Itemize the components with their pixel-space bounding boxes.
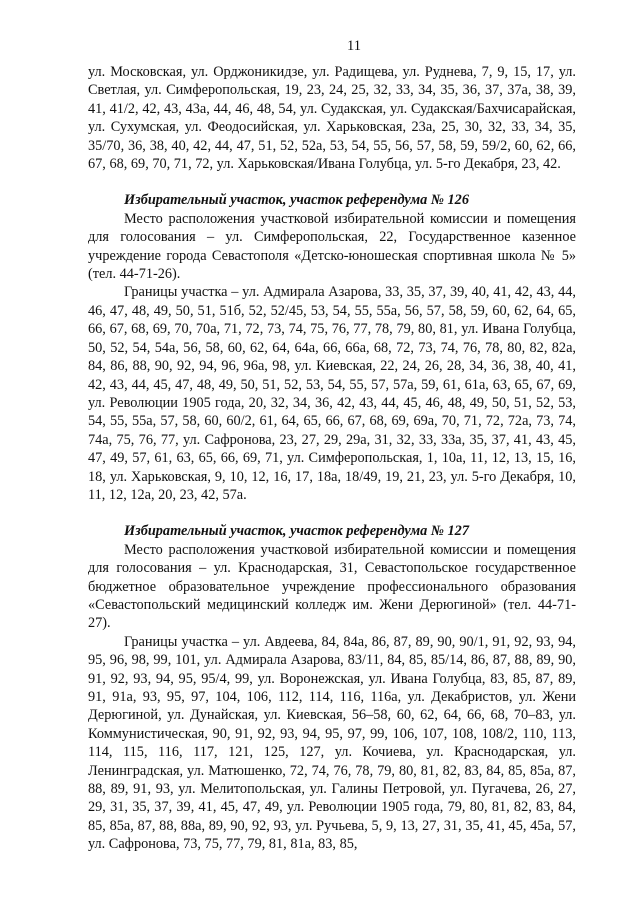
location-paragraph: Место расположения участковой избирательной комиссии и помещения для голосования – ул. Симферопольская, 22, Государственное казенное учреждение города Севастополя «Детско-юношеская спортивная школа № 5» (тел. 44-71-26). [88,210,576,283]
location-paragraph: Место расположения участковой избирательной комиссии и помещения для голосования – ул. Краснодарская, 31, Севастопольское государственное бюджетное образовательное учреждение профессионального образования «Севастопольский медицинский колледж им. Жени Дерюгиной» (тел. 44-71-27). [88,541,576,632]
polling-station-126 [88,191,576,504]
polling-station-127 [88,522,576,853]
section-gap [88,504,576,522]
intro-paragraph: ул. Московская, ул. Орджоникидзе, ул. Радищева, ул. Руднева, 7, 9, 15, 17, ул. Светлая, ул. Симферопольская, 19, 23, 24, 25, 32, 33, 34, 35, 36, 37, 37а, 38, 39, 41, 41/2, 42, 43, 43а, 44, 46, 48, 54, ул. Судакская, ул. Судакская/Бахчисарайская, ул. Сухумская, ул. Феодосийская, ул. Харьковская, 23а, 25, 30, 32, 33, 34, 35, 35/70, 36, 38, 40, 42, 44, 47, 51, 52, 52а, 53, 54, 55, 56, 57, 58, 59, 59/2, 60, 62, 66, 67, 68, 69, 70, 71, 72, ул. Харьковская/Ивана Голубца, ул. 5-го Декабря, 23, 42. [88,64,576,173]
section-heading: Избирательный участок, участок референдума № 127 [124,523,469,540]
page-number: 11 [347,38,361,54]
boundaries-paragraph: Границы участка – ул. Адмирала Азарова, 33, 35, 37, 39, 40, 41, 42, 43, 44, 46, 47, 48, 49, 50, 51, 51б, 52, 52/45, 53, 54, 55, 55а, 56, 57, 58, 59, 60, 62, 64, 65, 66, 67, 68, 69, 70, 70а, 71, 72, 73, 74, 75, 76, 77, 78, 79, 80, 81, ул. Ивана Голубца, 50, 52, 54, 54а, 56, 58, 60, 62, 64, 64а, 66, 66а, 68, 72, 73, 74, 76, 78, 80, 82, 82а, 84, 86, 88, 90, 92, 94, 96, 96а, 98, ул. Киевская, 22, 24, 26, 28, 34, 36, 38, 40, 41, 42, 43, 44, 45, 47, 48, 49, 50, 51, 52, 53, 54, 55, 57, 57а, 59, 61, 61а, 63, 65, 67, 69, ул. Революции 1905 года, 20, 32, 34, 36, 42, 43, 44, 45, 46, 48, 49, 50, 51, 52, 53, 54, 55, 55а, 57, 58, 60, 60/2, 61, 64, 65, 66, 67, 68, 69, 69а, 70, 71, 72, 72а, 73, 74, 74а, 75, 76, 77, ул. Сафронова, 23, 27, 29, 29а, 31, 32, 33, 33а, 35, 37, 41, 43, 45, 47, 49, 57, 61, 63, 65, 66, 69, 71, ул. Симферопольская, 1, 10а, 11, 12, 13, 15, 16, 18, ул. Харьковская, 9, 10, 12, 16, 17, 18а, 18/49, 19, 21, 23, ул. 5-го Декабря, 10, 11, 12, 12а, 20, 23, 42, 57а. [88,284,576,503]
section-gap [88,173,576,191]
section-heading: Избирательный участок, участок референдума № 126 [124,192,469,209]
document-body [88,63,576,854]
boundaries-paragraph: Границы участка – ул. Авдеева, 84, 84а, 86, 87, 89, 90, 90/1, 91, 92, 93, 94, 95, 96, 98, 99, 101, ул. Адмирала Азарова, 83/11, 84, 85, 85/14, 86, 87, 88, 89, 90, 91, 92, 93, 94, 95, 95/4, 99, ул. Воронежская, ул. Ивана Голубца, 83, 85, 87, 89, 91, 91а, 93, 95, 97, 104, 106, 112, 114, 116, 116а, ул. Декабристов, ул. Жени Дерюгиной, ул. Дунайская, ул. Киевская, 56–58, 60, 62, 64, 66, 68, 70–83, ул. Коммунистическая, 90, 91, 92, 93, 94, 95, 97, 99, 106, 107, 108, 108/2, 110, 113, 114, 115, 116, 117, 121, 125, 127, ул. Кочиева, ул. Краснодарская, ул. Ленинградская, ул. Матюшенко, 72, 74, 76, 78, 79, 80, 81, 82, 83, 84, 85, 85а, 87, 88, 89, 91, 93, ул. Мелитопольская, ул. Галины Петровой, ул. Пугачева, 26, 27, 29, 31, 35, 37, 39, 41, 45, 47, 49, ул. Революции 1905 года, 79, 80, 81, 82, 83, 84, 85, 85а, 87, 88, 88а, 89, 90, 92, 93, ул. Ручьева, 5, 9, 13, 27, 31, 35, 41, 45, 45а, 57, ул. Сафронова, 73, 75, 77, 79, 81, 81а, 83, 85, [88,633,576,853]
